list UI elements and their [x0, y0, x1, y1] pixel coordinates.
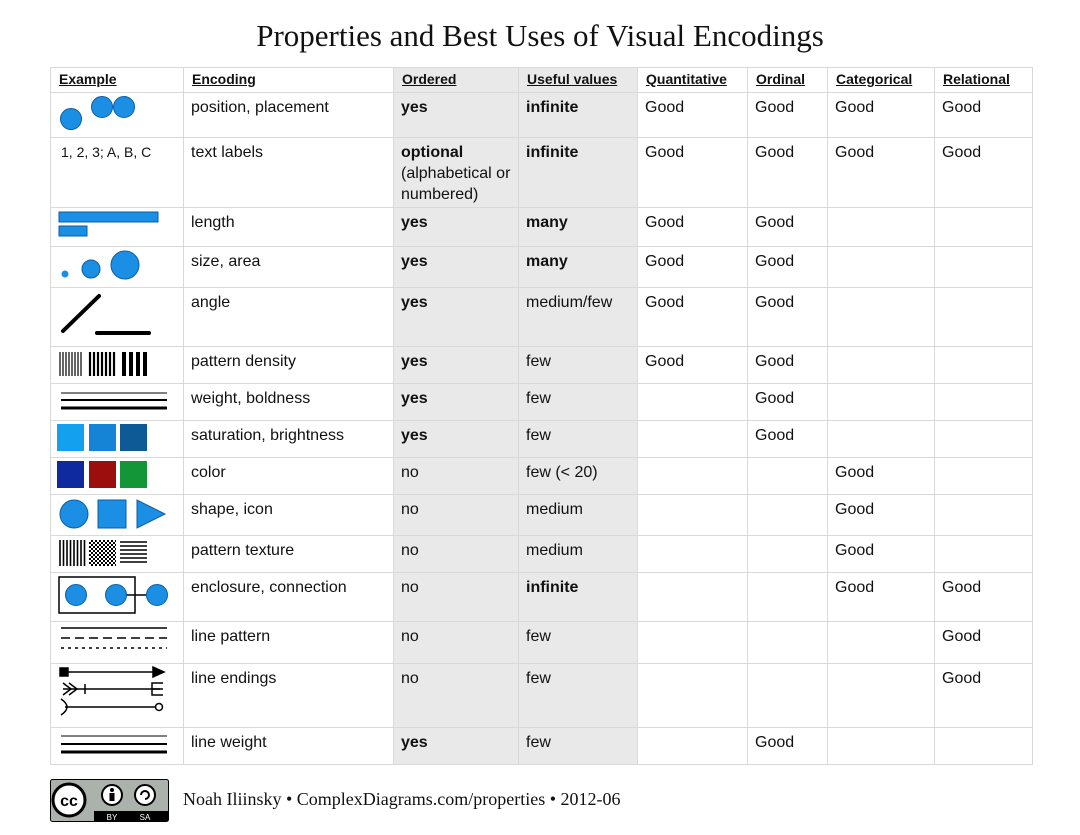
ordered-cell: no	[394, 536, 519, 573]
useful-values-cell: many	[519, 208, 638, 247]
useful-values-cell: few	[519, 421, 638, 458]
table-row	[51, 93, 1033, 138]
color-swatch-blue	[57, 461, 84, 488]
ordinal-cell	[748, 458, 828, 495]
cc-by-sa-icon	[50, 779, 170, 828]
table-row	[51, 384, 1033, 421]
example-cell	[51, 247, 184, 288]
relational-cell	[935, 421, 1033, 458]
quantitative-cell: Good	[638, 288, 748, 347]
categorical-cell: Good	[828, 495, 935, 536]
ordinal-cell: Good	[748, 384, 828, 421]
ordinal-cell: Good	[748, 421, 828, 458]
quantitative-cell: Good	[638, 347, 748, 384]
relational-cell: Good	[935, 664, 1033, 728]
quantitative-cell	[638, 458, 748, 495]
relational-cell	[935, 247, 1033, 288]
relational-cell	[935, 728, 1033, 765]
ordered-cell: no	[394, 458, 519, 495]
useful-values-cell: medium	[519, 495, 638, 536]
example-cell	[51, 458, 184, 495]
ordinal-cell: Good	[748, 347, 828, 384]
table-row	[51, 573, 1033, 622]
relational-cell: Good	[935, 93, 1033, 138]
encoding-cell: line weight	[184, 728, 394, 765]
example-cell	[51, 664, 184, 728]
quantitative-cell	[638, 495, 748, 536]
ordinal-cell: Good	[748, 728, 828, 765]
useful-values-cell: few (< 20)	[519, 458, 638, 495]
useful-values-cell: few	[519, 384, 638, 421]
relational-cell	[935, 288, 1033, 347]
categorical-cell: Good	[828, 573, 935, 622]
ordered-cell	[394, 138, 519, 208]
relational-cell: Good	[935, 573, 1033, 622]
table-row	[51, 247, 1033, 288]
useful-values-cell: medium/few	[519, 288, 638, 347]
example-cell	[51, 384, 184, 421]
ordered-cell: yes	[394, 247, 519, 288]
shape-icon-example-icon	[51, 495, 184, 535]
categorical-cell: Good	[828, 93, 935, 138]
categorical-cell	[828, 421, 935, 458]
license-badge	[50, 779, 170, 823]
color-swatch-red	[89, 461, 116, 488]
table-row	[51, 208, 1033, 247]
ordered-cell: no	[394, 664, 519, 728]
encoding-cell: angle	[184, 288, 394, 347]
angle-example-icon	[51, 288, 184, 346]
ordinal-cell	[748, 664, 828, 728]
saturation-swatch-medium	[89, 424, 116, 451]
useful-values-cell: infinite	[519, 138, 638, 208]
saturation-swatch-light	[57, 424, 84, 451]
ordered-cell: yes	[394, 347, 519, 384]
example-cell	[51, 208, 184, 247]
quantitative-cell	[638, 573, 748, 622]
relational-cell: Good	[935, 138, 1033, 208]
ordered-cell: yes	[394, 728, 519, 765]
quantitative-cell	[638, 622, 748, 664]
categorical-cell: Good	[828, 458, 935, 495]
encoding-cell: weight, boldness	[184, 384, 394, 421]
encoding-cell: length	[184, 208, 394, 247]
quantitative-cell: Good	[638, 93, 748, 138]
length-example-icon	[51, 208, 184, 246]
size-area-example-icon	[51, 247, 184, 287]
encoding-cell: line pattern	[184, 622, 394, 664]
example-cell	[51, 421, 184, 458]
license-by-label: BY	[106, 813, 118, 822]
table-row	[51, 728, 1033, 765]
color-swatch-green	[120, 461, 147, 488]
ordered-cell: yes	[394, 421, 519, 458]
ordinal-cell: Good	[748, 247, 828, 288]
quantitative-cell: Good	[638, 247, 748, 288]
line-weight-example-icon	[51, 728, 184, 764]
table-row	[51, 138, 1033, 208]
page-title: Properties and Best Uses of Visual Encodings	[256, 18, 824, 53]
header-useful-values: Useful values	[519, 68, 638, 93]
ordinal-cell	[748, 573, 828, 622]
encoding-cell: position, placement	[184, 93, 394, 138]
example-cell	[51, 288, 184, 347]
useful-values-cell: few	[519, 664, 638, 728]
encoding-cell: shape, icon	[184, 495, 394, 536]
example-cell	[51, 622, 184, 664]
useful-values-cell: medium	[519, 536, 638, 573]
categorical-cell	[828, 664, 935, 728]
encodings-table	[50, 67, 1033, 765]
relational-cell	[935, 536, 1033, 573]
ordered-cell: no	[394, 573, 519, 622]
ordinal-cell	[748, 536, 828, 573]
saturation-swatch-dark	[120, 424, 147, 451]
relational-cell	[935, 208, 1033, 247]
svg-text:cc: cc	[60, 793, 78, 810]
useful-values-cell: infinite	[519, 93, 638, 138]
ordered-value: optional	[401, 144, 464, 161]
license-sa-label: SA	[139, 813, 151, 822]
footer-credit: Noah Iliinsky • ComplexDiagrams.com/properties • 2012-06	[183, 789, 621, 809]
ordered-cell: yes	[394, 93, 519, 138]
ordered-cell: yes	[394, 288, 519, 347]
relational-cell	[935, 347, 1033, 384]
header-relational: Relational	[935, 68, 1033, 93]
header-row	[51, 68, 1033, 93]
categorical-cell: Good	[828, 138, 935, 208]
useful-values-cell: few	[519, 728, 638, 765]
table-row	[51, 421, 1033, 458]
categorical-cell	[828, 247, 935, 288]
ordinal-cell: Good	[748, 288, 828, 347]
example-cell	[51, 93, 184, 138]
useful-values-cell: few	[519, 622, 638, 664]
line-endings-example-icon	[51, 664, 184, 727]
relational-cell	[935, 384, 1033, 421]
encoding-cell: text labels	[184, 138, 394, 208]
header-categorical: Categorical	[828, 68, 935, 93]
encoding-cell: line endings	[184, 664, 394, 728]
categorical-cell	[828, 347, 935, 384]
quantitative-cell: Good	[638, 208, 748, 247]
table-row	[51, 536, 1033, 573]
line-pattern-example-icon	[51, 622, 184, 663]
relational-cell	[935, 495, 1033, 536]
useful-values-cell: few	[519, 347, 638, 384]
quantitative-cell	[638, 421, 748, 458]
encoding-cell: size, area	[184, 247, 394, 288]
quantitative-cell	[638, 536, 748, 573]
ordered-note: (alphabetical or numbered)	[401, 165, 511, 203]
relational-cell: Good	[935, 622, 1033, 664]
quantitative-cell	[638, 728, 748, 765]
example-cell	[51, 536, 184, 573]
encoding-cell: enclosure, connection	[184, 573, 394, 622]
table-row	[51, 458, 1033, 495]
relational-cell	[935, 458, 1033, 495]
ordinal-cell	[748, 622, 828, 664]
example-cell	[51, 347, 184, 384]
ordinal-cell: Good	[748, 208, 828, 247]
quantitative-cell: Good	[638, 138, 748, 208]
header-ordered: Ordered	[394, 68, 519, 93]
header-encoding: Encoding	[184, 68, 394, 93]
pattern-texture-example-icon	[51, 536, 184, 572]
weight-boldness-example-icon	[51, 384, 184, 420]
encoding-cell: pattern texture	[184, 536, 394, 573]
example-cell	[51, 728, 184, 765]
example-cell	[51, 573, 184, 622]
example-cell	[51, 495, 184, 536]
table-row	[51, 347, 1033, 384]
quantitative-cell	[638, 664, 748, 728]
categorical-cell	[828, 288, 935, 347]
color-example-icon	[51, 458, 184, 494]
encoding-cell: color	[184, 458, 394, 495]
table-row	[51, 288, 1033, 347]
ordered-cell: yes	[394, 384, 519, 421]
categorical-cell	[828, 208, 935, 247]
header-quantitative: Quantitative	[638, 68, 748, 93]
categorical-cell	[828, 384, 935, 421]
header-ordinal: Ordinal	[748, 68, 828, 93]
header-example: Example	[51, 68, 184, 93]
ordered-cell: yes	[394, 208, 519, 247]
quantitative-cell	[638, 384, 748, 421]
ordinal-cell: Good	[748, 93, 828, 138]
table-row	[51, 664, 1033, 728]
encoding-cell: pattern density	[184, 347, 394, 384]
pattern-density-example-icon	[51, 347, 184, 383]
ordered-cell: no	[394, 622, 519, 664]
table-row	[51, 495, 1033, 536]
ordered-cell: no	[394, 495, 519, 536]
categorical-cell	[828, 622, 935, 664]
categorical-cell: Good	[828, 536, 935, 573]
useful-values-cell: many	[519, 247, 638, 288]
enclosure-connection-example-icon	[51, 573, 184, 621]
position-placement-example-icon	[51, 93, 184, 137]
table-row	[51, 622, 1033, 664]
encoding-cell: saturation, brightness	[184, 421, 394, 458]
saturation-brightness-example-icon	[51, 421, 184, 457]
ordinal-cell: Good	[748, 138, 828, 208]
categorical-cell	[828, 728, 935, 765]
example-cell: 1, 2, 3; A, B, C	[51, 138, 184, 208]
ordinal-cell	[748, 495, 828, 536]
useful-values-cell: infinite	[519, 573, 638, 622]
